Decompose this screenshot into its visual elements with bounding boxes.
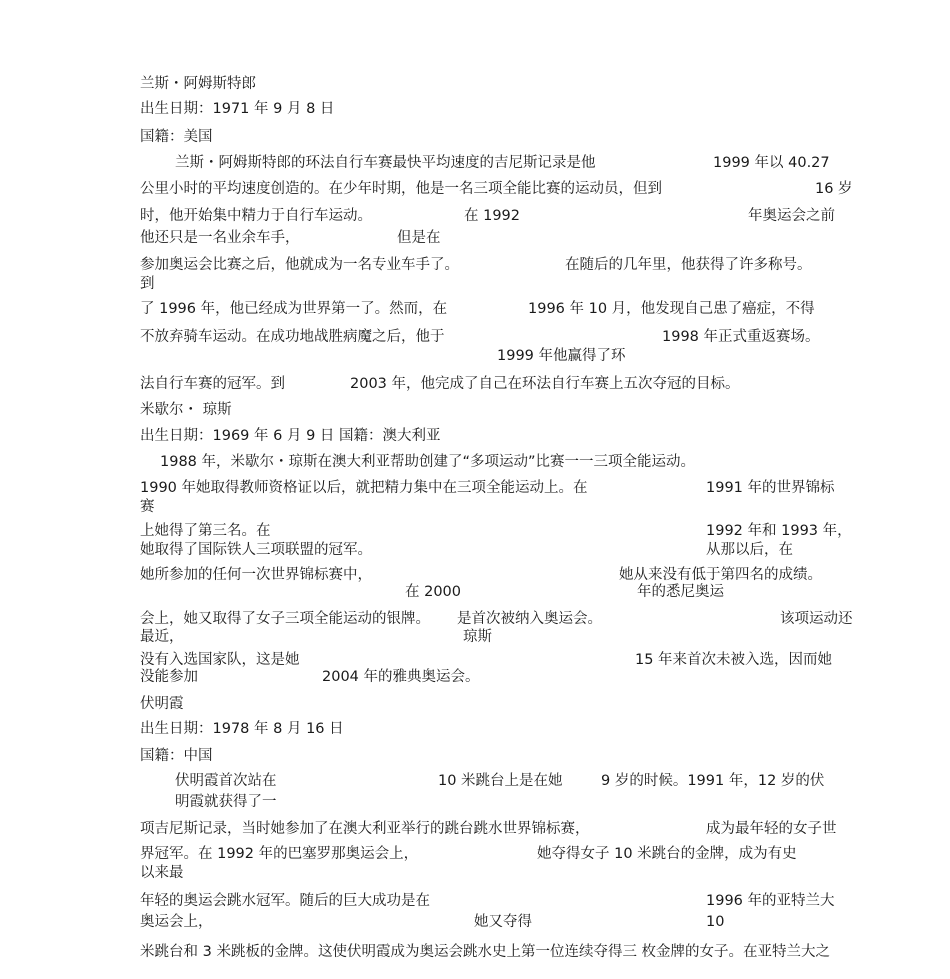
text-line: 没有入选国家队，这是她: [140, 652, 300, 668]
text-line: 她所参加的任何一次世界锦标赛中，: [140, 567, 372, 583]
text-line: 年轻的奥运会跳水冠军。随后的巨大成功是在: [140, 893, 430, 909]
birth-date: 出生日期：1969 年 6 月 9 日 国籍：澳大利亚: [140, 428, 441, 444]
text-line: 时，他开始集中精力于自行车运动。: [140, 208, 372, 224]
text-line: 上她得了第三名。在: [140, 523, 271, 539]
text-line: 15 年来首次未被入选，因而她: [635, 652, 833, 668]
text-line: 米跳台和 3 米跳板的金牌。这使伏明霞成为奥运会跳水史上第一位连续夺得三 枚金牌的女子。在亚特兰大之: [140, 944, 831, 960]
text-line: 以来最: [140, 865, 184, 881]
person-name: 兰斯・阿姆斯特郎: [140, 76, 256, 92]
text-line: 他还只是一名业余车手，: [140, 230, 300, 246]
text-line: 成为最年轻的女子世: [706, 821, 837, 837]
text-line: 1988 年，米歇尔・琼斯在澳大利亚帮助创建了“多项运动”比赛一一三项全能运动。: [160, 454, 696, 470]
text-line: 法自行车赛的冠军。到: [140, 376, 285, 392]
text-line: 1996 年的亚特兰大: [706, 893, 835, 909]
text-line: 她夺得女子 10 米跳台的金牌，成为有史: [537, 846, 797, 862]
text-line: 在 1992: [464, 208, 521, 224]
person-name: 米歇尔・ 琼斯: [140, 402, 232, 418]
text-line: 不放弃骑车运动。在成功地战胜病魔之后，他于: [140, 329, 445, 345]
text-line: 明霞就获得了一: [175, 794, 277, 810]
text-line: 在随后的几年里，他获得了许多称号。: [565, 257, 812, 273]
text-line: 伏明霞首次站在: [175, 773, 277, 789]
text-line: 兰斯・阿姆斯特郎的环法自行车赛最快平均速度的吉尼斯记录是他: [175, 155, 596, 171]
text-line: 1996 年 10 月，他发现自己患了癌症，不得: [528, 301, 815, 317]
text-line: 该项运动还: [780, 611, 853, 627]
text-line: 公里小时的平均速度创造的。在少年时期，他是一名三项全能比赛的运动员，但到: [140, 181, 662, 197]
text-line: 1990 年她取得教师资格证以后，就把精力集中在三项全能运动上。在: [140, 480, 588, 496]
text-line: 她取得了国际铁人三项联盟的冠军。: [140, 542, 372, 558]
text-line: 项吉尼斯记录，当时她参加了在澳大利亚举行的跳台跳水世界锦标赛，: [140, 821, 590, 837]
text-line: 没能参加: [140, 669, 198, 685]
text-line: 2003 年，他完成了自己在环法自行车赛上五次夺冠的目标。: [350, 376, 740, 392]
text-line: 参加奥运会比赛之后，他就成为一名专业车手了。: [140, 257, 459, 273]
birth-date: 出生日期：1978 年 8 月 16 日: [140, 721, 344, 737]
birth-date: 出生日期：1971 年 9 月 8 日: [140, 101, 335, 117]
text-line: 奥运会上，: [140, 914, 213, 930]
text-line: 1998 年正式重返赛场。: [662, 329, 820, 345]
text-line: 界冠军。在 1992 年的巴塞罗那奥运会上，: [140, 846, 419, 862]
text-line: 9 岁的时候。1991 年，12 岁的伏: [601, 773, 825, 789]
text-line: 1991 年的世界锦标: [706, 480, 835, 496]
text-line: 赛: [140, 499, 155, 515]
text-line: 到: [140, 276, 155, 292]
text-line: 她又夺得: [474, 914, 532, 930]
text-line: 最近，: [140, 629, 184, 645]
person-name: 伏明霞: [140, 696, 184, 712]
text-line: 但是在: [397, 230, 441, 246]
text-line: 1999 年他赢得了环: [497, 348, 626, 364]
text-line: 会上，她又取得了女子三项全能运动的银牌。: [140, 611, 430, 627]
text-line: 了 1996 年，他已经成为世界第一了。然而，在: [140, 301, 448, 317]
nationality: 国籍：中国: [140, 748, 213, 764]
text-line: 她从来没有低于第四名的成绩。: [619, 567, 822, 583]
text-line: 从那以后，在: [706, 542, 793, 558]
text-line: 2004 年的雅典奥运会。: [322, 669, 480, 685]
text-line: 年的悉尼奥运: [637, 584, 724, 600]
text-line: 1999 年以 40.27: [713, 155, 830, 171]
text-line: 1992 年和 1993 年，: [706, 523, 852, 539]
text-line: 琼斯: [463, 629, 492, 645]
text-line: 在 2000: [405, 584, 462, 600]
text-line: 16 岁: [815, 181, 853, 197]
text-line: 是首次被纳入奥运会。: [457, 611, 602, 627]
text-line: 年奥运会之前: [748, 208, 835, 224]
text-line: 10: [706, 914, 725, 930]
text-line: 10 米跳台上是在她: [438, 773, 563, 789]
nationality: 国籍：美国: [140, 129, 213, 145]
